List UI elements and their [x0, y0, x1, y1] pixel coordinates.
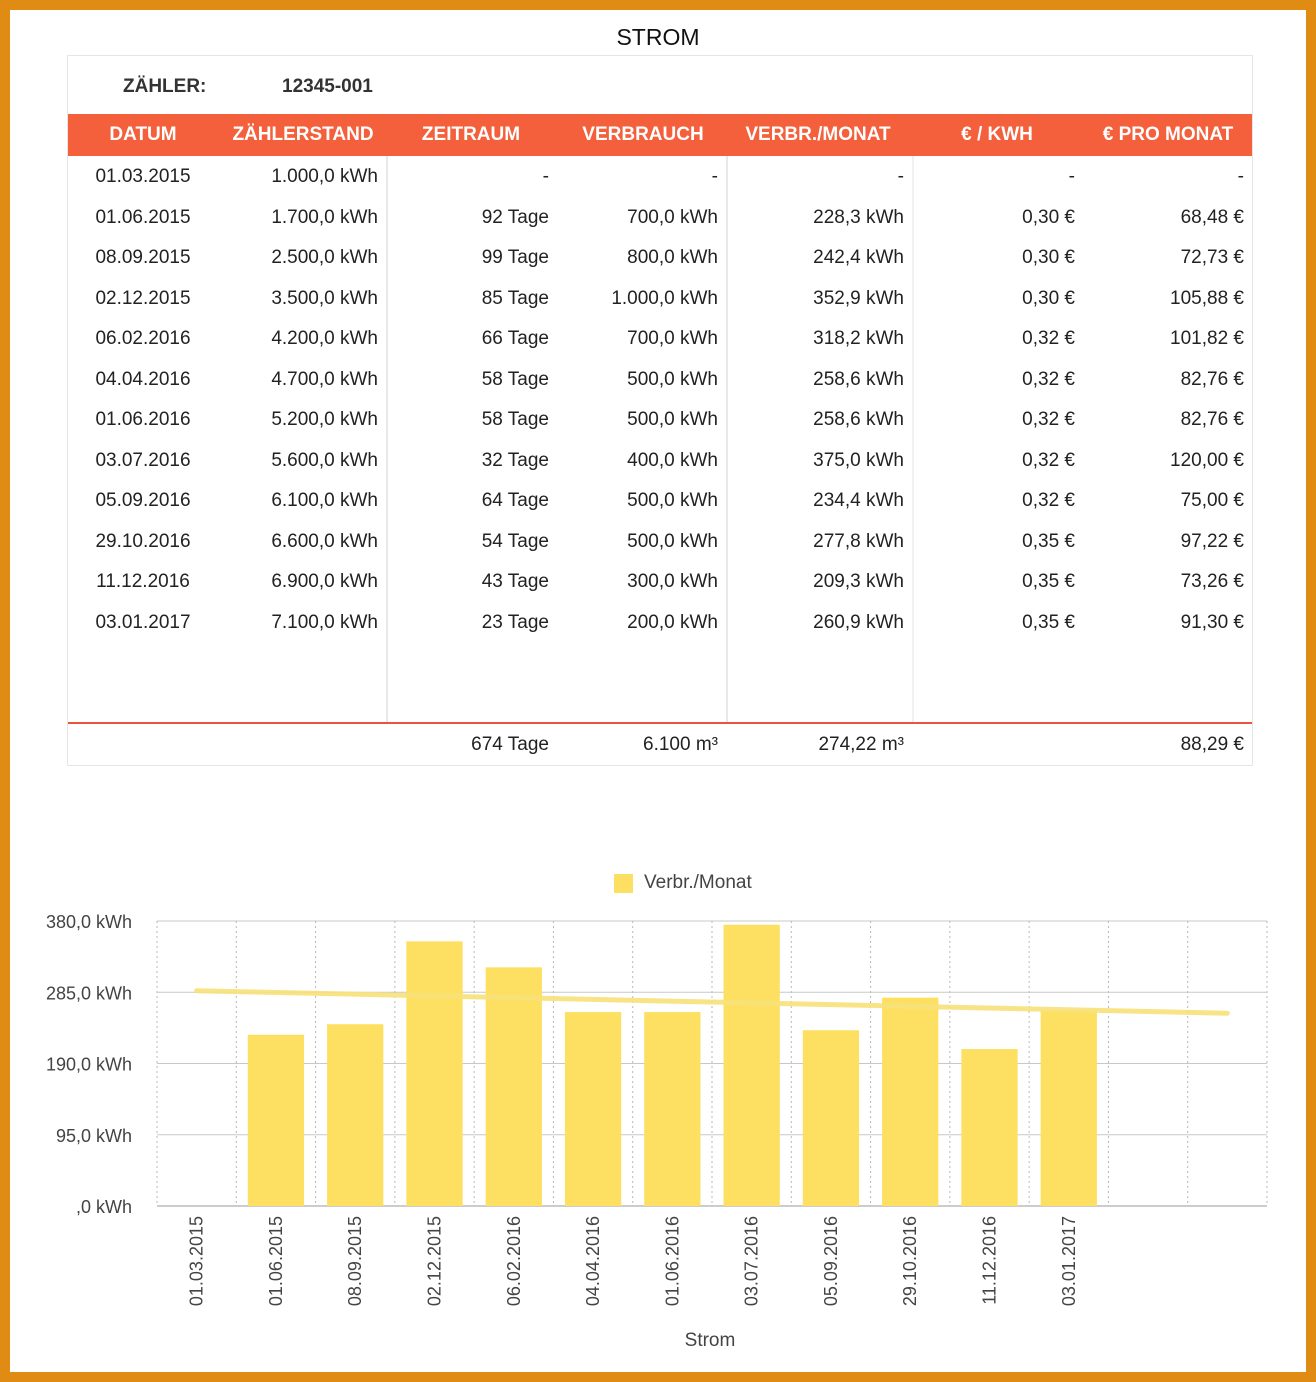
x-tick-label: 29.10.2016 [900, 1216, 921, 1307]
cell-eur-per-kwh: 0,32 € [1022, 449, 1075, 471]
cell-eur-per-kwh: 0,35 € [1022, 611, 1075, 633]
cell-eur-pro-monat: 97,22 € [1180, 530, 1244, 552]
cell-eur-pro-monat: 82,76 € [1180, 368, 1244, 390]
cell-verbr-monat: 277,8 kWh [813, 530, 904, 552]
column-header-eur-pro-monat: € PRO MONAT [1102, 124, 1234, 145]
cell-zeitraum: 64 Tage [481, 490, 549, 511]
total-verbr-monat: 274,22 m³ [818, 734, 904, 755]
meter-number: 12345-001 [282, 76, 373, 97]
cell-verbr-monat: 209,3 kWh [813, 571, 904, 592]
cell-zeitraum: 32 Tage [481, 449, 549, 471]
cell-eur-pro-monat: 75,00 € [1180, 490, 1244, 511]
cell-eur-per-kwh: 0,30 € [1022, 206, 1075, 228]
cell-verbrauch: 1.000,0 kWh [611, 287, 718, 309]
cell-verbrauch: - [711, 166, 718, 187]
cell-eur-pro-monat: 101,82 € [1170, 328, 1244, 349]
cell-zeitraum: 58 Tage [481, 409, 549, 430]
x-tick-label: 03.01.2017 [1058, 1216, 1079, 1307]
cell-zaehlerstand: 6.900,0 kWh [271, 571, 378, 592]
cell-datum: 01.03.2015 [95, 166, 191, 187]
x-tick-label: 01.03.2015 [186, 1216, 207, 1307]
cell-verbrauch: 200,0 kWh [627, 611, 718, 633]
legend-label: Verbr./Monat [644, 872, 752, 893]
cell-eur-pro-monat: 105,88 € [1170, 287, 1244, 309]
x-tick-label: 01.06.2016 [662, 1216, 683, 1307]
cell-zeitraum: 92 Tage [481, 206, 549, 228]
cell-datum: 04.04.2016 [95, 368, 191, 390]
cell-verbr-monat: - [897, 166, 904, 187]
cell-zeitraum: 58 Tage [481, 368, 549, 390]
column-header-verbr-monat: VERBR./MONAT [745, 124, 891, 145]
cell-verbr-monat: 234,4 kWh [813, 490, 904, 511]
cell-eur-pro-monat: 120,00 € [1170, 449, 1244, 471]
x-axis-title: Strom [684, 1330, 736, 1351]
cell-eur-per-kwh: 0,30 € [1022, 287, 1075, 309]
cell-verbr-monat: 258,6 kWh [813, 368, 904, 390]
bar [248, 1035, 304, 1206]
cell-eur-pro-monat: 82,76 € [1180, 409, 1244, 430]
cell-eur-per-kwh: 0,35 € [1022, 530, 1075, 552]
x-tick-label: 03.07.2016 [741, 1216, 762, 1307]
cell-eur-pro-monat: 91,30 € [1180, 611, 1244, 633]
cell-zaehlerstand: 4.700,0 kWh [271, 368, 378, 390]
x-tick-label: 06.02.2016 [503, 1216, 524, 1307]
cell-zeitraum: 23 Tage [481, 611, 549, 633]
trend-line [197, 991, 1228, 1014]
bar [961, 1049, 1017, 1206]
cell-zeitraum: 54 Tage [481, 530, 549, 552]
x-tick-label: 04.04.2016 [583, 1216, 604, 1307]
cell-datum: 01.06.2015 [95, 206, 191, 228]
y-tick-label: 285,0 kWh [45, 983, 132, 1004]
column-header-zaehlerstand: ZÄHLERSTAND [232, 124, 374, 145]
cell-verbrauch: 300,0 kWh [627, 571, 718, 592]
cell-datum: 03.01.2017 [95, 611, 191, 633]
cell-eur-per-kwh: 0,32 € [1022, 490, 1075, 511]
cell-zaehlerstand: 3.500,0 kWh [271, 287, 378, 309]
cell-eur-pro-monat: 68,48 € [1180, 206, 1244, 228]
total-zeitraum: 674 Tage [471, 734, 549, 755]
cell-eur-pro-monat: 72,73 € [1180, 247, 1244, 268]
cell-eur-per-kwh: 0,32 € [1022, 409, 1075, 430]
column-header-verbrauch: VERBRAUCH [582, 124, 704, 145]
cell-zaehlerstand: 5.200,0 kWh [271, 409, 378, 430]
cell-eur-pro-monat: - [1237, 166, 1244, 187]
total-eur-pro-monat: 88,29 € [1180, 734, 1244, 755]
cell-datum: 01.06.2016 [95, 409, 191, 430]
cell-zaehlerstand: 4.200,0 kWh [271, 328, 378, 349]
cell-eur-per-kwh: 0,32 € [1022, 368, 1075, 390]
x-tick-label: 02.12.2015 [424, 1216, 445, 1307]
y-tick-label: 380,0 kWh [45, 912, 132, 932]
cell-zaehlerstand: 2.500,0 kWh [271, 247, 378, 268]
bar [565, 1012, 621, 1206]
column-header-datum: DATUM [109, 124, 177, 145]
cell-verbr-monat: 242,4 kWh [813, 247, 904, 268]
cell-verbrauch: 800,0 kWh [627, 247, 718, 268]
cell-eur-per-kwh: 0,32 € [1022, 328, 1075, 349]
cell-datum: 08.09.2015 [95, 247, 191, 268]
x-tick-label: 01.06.2015 [265, 1216, 286, 1307]
x-tick-label: 11.12.2016 [979, 1216, 1000, 1305]
cell-eur-per-kwh: 0,30 € [1022, 247, 1075, 268]
column-header-zeitraum: ZEITRAUM [421, 124, 521, 145]
cell-zeitraum: - [542, 166, 549, 187]
bar [803, 1030, 859, 1206]
bar [882, 998, 938, 1206]
x-tick-label: 08.09.2015 [345, 1216, 366, 1307]
cell-verbrauch: 700,0 kWh [627, 206, 718, 228]
cell-eur-pro-monat: 73,26 € [1180, 571, 1244, 592]
cell-zaehlerstand: 5.600,0 kWh [271, 449, 378, 471]
cell-datum: 03.07.2016 [95, 449, 191, 471]
bar [406, 941, 462, 1206]
consumption-bar-chart [10, 10, 1306, 1372]
cell-zeitraum: 66 Tage [481, 328, 549, 349]
bar [723, 925, 779, 1206]
y-tick-label: 95,0 kWh [55, 1125, 132, 1146]
total-verbrauch: 6.100 m³ [643, 734, 718, 755]
cell-zaehlerstand: 1.000,0 kWh [271, 166, 378, 187]
cell-verbrauch: 700,0 kWh [627, 328, 718, 349]
cell-zeitraum: 99 Tage [481, 247, 549, 268]
cell-verbr-monat: 352,9 kWh [813, 287, 904, 309]
cell-zeitraum: 85 Tage [481, 287, 549, 309]
cell-verbrauch: 400,0 kWh [627, 449, 718, 471]
cell-verbrauch: 500,0 kWh [627, 530, 718, 552]
cell-eur-per-kwh: 0,35 € [1022, 571, 1075, 592]
meter-label: ZÄHLER: [123, 76, 207, 97]
page-title: STROM [616, 24, 700, 50]
cell-zaehlerstand: 1.700,0 kWh [271, 206, 378, 228]
cell-datum: 05.09.2016 [95, 490, 191, 511]
cell-verbr-monat: 260,9 kWh [813, 611, 904, 633]
cell-verbr-monat: 228,3 kWh [813, 206, 904, 228]
bar [327, 1024, 383, 1206]
cell-zaehlerstand: 7.100,0 kWh [271, 611, 378, 633]
cell-datum: 29.10.2016 [95, 530, 191, 552]
bar [486, 967, 542, 1206]
cell-verbrauch: 500,0 kWh [627, 409, 718, 430]
cell-datum: 02.12.2015 [95, 287, 191, 309]
y-tick-label: 190,0 kWh [45, 1054, 132, 1075]
cell-datum: 11.12.2016 [96, 571, 190, 592]
cell-eur-per-kwh: - [1068, 166, 1075, 187]
y-tick-label: ,0 kWh [75, 1197, 132, 1217]
cell-verbr-monat: 318,2 kWh [813, 328, 904, 349]
cell-datum: 06.02.2016 [95, 328, 191, 349]
cell-zaehlerstand: 6.600,0 kWh [271, 530, 378, 552]
column-header-eur-per-kwh: € / KWH [961, 124, 1033, 145]
cell-verbrauch: 500,0 kWh [627, 490, 718, 511]
cell-verbrauch: 500,0 kWh [627, 368, 718, 390]
cell-verbr-monat: 375,0 kWh [813, 449, 904, 471]
bar [1041, 1010, 1097, 1206]
bar [644, 1012, 700, 1206]
cell-zeitraum: 43 Tage [481, 571, 549, 592]
cell-verbr-monat: 258,6 kWh [813, 409, 904, 430]
x-tick-label: 05.09.2016 [820, 1216, 841, 1307]
report-frame [10, 10, 1306, 1372]
cell-zaehlerstand: 6.100,0 kWh [271, 490, 378, 511]
